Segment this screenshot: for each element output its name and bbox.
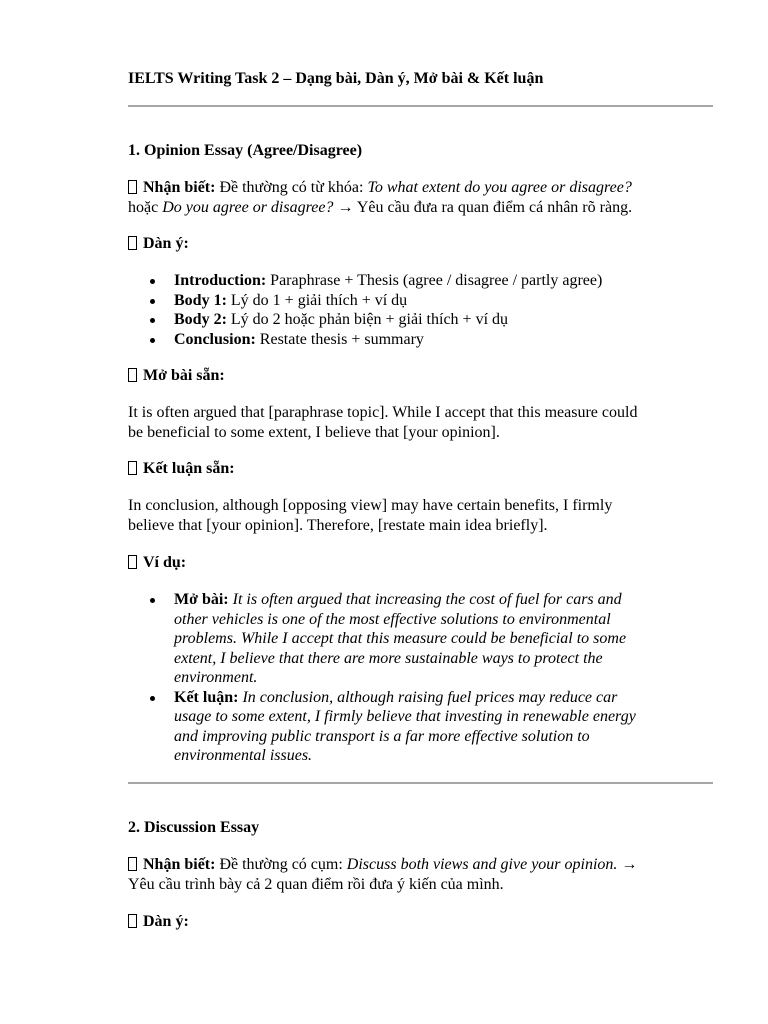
ket-luan-heading-block [128, 459, 718, 479]
missing-glyph-icon [128, 461, 137, 475]
example-mo-bai [128, 590, 718, 688]
dan-y-block [128, 234, 718, 254]
missing-glyph-icon [128, 368, 137, 382]
outline-item-body-1 [128, 291, 718, 311]
nhan-biet-or: hoặc [128, 198, 159, 216]
dan-y-label: Dàn ý: [143, 913, 189, 930]
nhan-biet-block [128, 178, 718, 217]
bullet-icon [150, 338, 155, 343]
nhan-biet-line-2 [128, 198, 718, 218]
mo-bai-heading [128, 366, 718, 386]
ket-luan-template [128, 496, 718, 535]
missing-glyph-icon [128, 555, 137, 569]
example-label: Kết luận: [174, 688, 239, 706]
mo-bai-template [128, 403, 718, 442]
dan-y-block-2 [128, 912, 718, 932]
outline-item-text: Paraphrase + Thesis (agree / disagree / partly agree) [270, 272, 603, 289]
nhan-biet-keyword-1: To what extent do you agree or disagree? [367, 179, 632, 196]
nhan-biet-block-2 [128, 855, 718, 894]
outline-item-conclusion [128, 330, 718, 350]
nhan-biet-keyword-1: Discuss both views and give your opinion. [346, 856, 618, 873]
ket-luan-line-2: believe that [your opinion]. Therefore, [restate main idea briefly]. [128, 516, 548, 534]
example-text: In conclusion, although raising fuel prices may reduce car [242, 688, 618, 706]
ket-luan-heading [128, 459, 718, 479]
nhan-biet-text: Đề thường có từ khóa: [219, 179, 364, 196]
example-text: extent, I believe that there are more sustainable ways to protect the [174, 649, 603, 667]
example-line [174, 591, 622, 608]
example-text: environment. [174, 669, 258, 686]
nhan-biet-keyword-2: Do you agree or disagree? [162, 198, 334, 216]
section-heading: 2. Discussion Essay [128, 819, 260, 836]
outline-item-text: Restate thesis + summary [259, 330, 424, 348]
vi-du-label: Ví dụ: [143, 554, 187, 571]
bullet-icon [150, 299, 155, 304]
divider-top [128, 105, 713, 107]
example-text: usage to some extent, I firmly believe that investing in renewable energy [174, 708, 636, 725]
missing-glyph-icon [128, 180, 137, 194]
missing-glyph-icon [128, 236, 137, 250]
example-ket-luan [128, 688, 718, 766]
bullet-icon [150, 598, 155, 603]
ket-luan-line-1: In conclusion, although [opposing view] may have certain benefits, I firmly [128, 497, 613, 514]
section-discussion-essay [128, 818, 718, 838]
example-text: and improving public transport is a far more effective solution to [174, 727, 590, 745]
mo-bai-label: Mở bài sẵn: [143, 367, 225, 384]
section-opinion-essay [128, 141, 718, 161]
outline-list-block [128, 271, 718, 349]
missing-glyph-icon [128, 914, 137, 928]
vi-du-heading-block [128, 553, 718, 573]
divider-section [128, 782, 713, 784]
outline-item-label: Conclusion: [174, 330, 256, 348]
dan-y-label: Dàn ý: [143, 235, 189, 252]
dan-y-heading [128, 912, 718, 932]
example-text: other vehicles is one of the most effective solutions to environmental [174, 610, 611, 628]
outline-item-body-2 [128, 310, 718, 330]
outline-item-introduction [128, 271, 718, 291]
example-line [174, 689, 617, 706]
outline-item-text: Lý do 1 + giải thích + ví dụ [230, 291, 408, 309]
document-title: IELTS Writing Task 2 – Dạng bài, Dàn ý, Mở bài & Kết luận [128, 70, 544, 87]
nhan-biet-requirement: → Yêu cầu đưa ra quan điểm cá nhân rõ ràng. [337, 198, 633, 216]
nhan-biet-label: Nhận biết: [143, 179, 216, 196]
nhan-biet-line-1 [128, 178, 718, 198]
examples-list [128, 590, 718, 766]
examples-list-block [128, 590, 718, 766]
nhan-biet-text: Đề thường có cụm: [219, 856, 343, 873]
nhan-biet-line-1 [128, 855, 718, 875]
mo-bai-line-1: It is often argued that [paraphrase topic]. While I accept that this measure could [128, 404, 638, 421]
outline-item-label: Body 1: [174, 291, 227, 309]
mo-bai-line-2: be beneficial to some extent, I believe that [your opinion]. [128, 423, 500, 441]
section-heading: 1. Opinion Essay (Agree/Disagree) [128, 142, 363, 159]
example-label: Mở bài: [174, 591, 229, 608]
bullet-icon [150, 318, 155, 323]
outline-item-label: Introduction: [174, 272, 267, 289]
outline-item-text: Lý do 2 hoặc phản biện + giải thích + ví dụ [230, 311, 509, 328]
mo-bai-heading-block [128, 366, 718, 386]
nhan-biet-arrow: → [621, 856, 638, 873]
nhan-biet-line-2: Yêu cầu trình bày cả 2 quan điểm rồi đưa ý kiến của mình. [128, 875, 504, 893]
missing-glyph-icon [128, 857, 137, 871]
nhan-biet-label: Nhận biết: [143, 856, 216, 873]
outline-list [128, 271, 718, 349]
example-text: environmental issues. [174, 747, 313, 764]
ket-luan-label: Kết luận sẵn: [143, 460, 235, 477]
vi-du-heading [128, 553, 718, 573]
bullet-icon [150, 279, 155, 284]
outline-item-label: Body 2: [174, 311, 227, 328]
example-text: problems. While I accept that this measure could be beneficial to some [174, 630, 627, 647]
bullet-icon [150, 696, 155, 701]
dan-y-heading [128, 234, 718, 254]
example-text: It is often argued that increasing the cost of fuel for cars and [232, 591, 622, 608]
